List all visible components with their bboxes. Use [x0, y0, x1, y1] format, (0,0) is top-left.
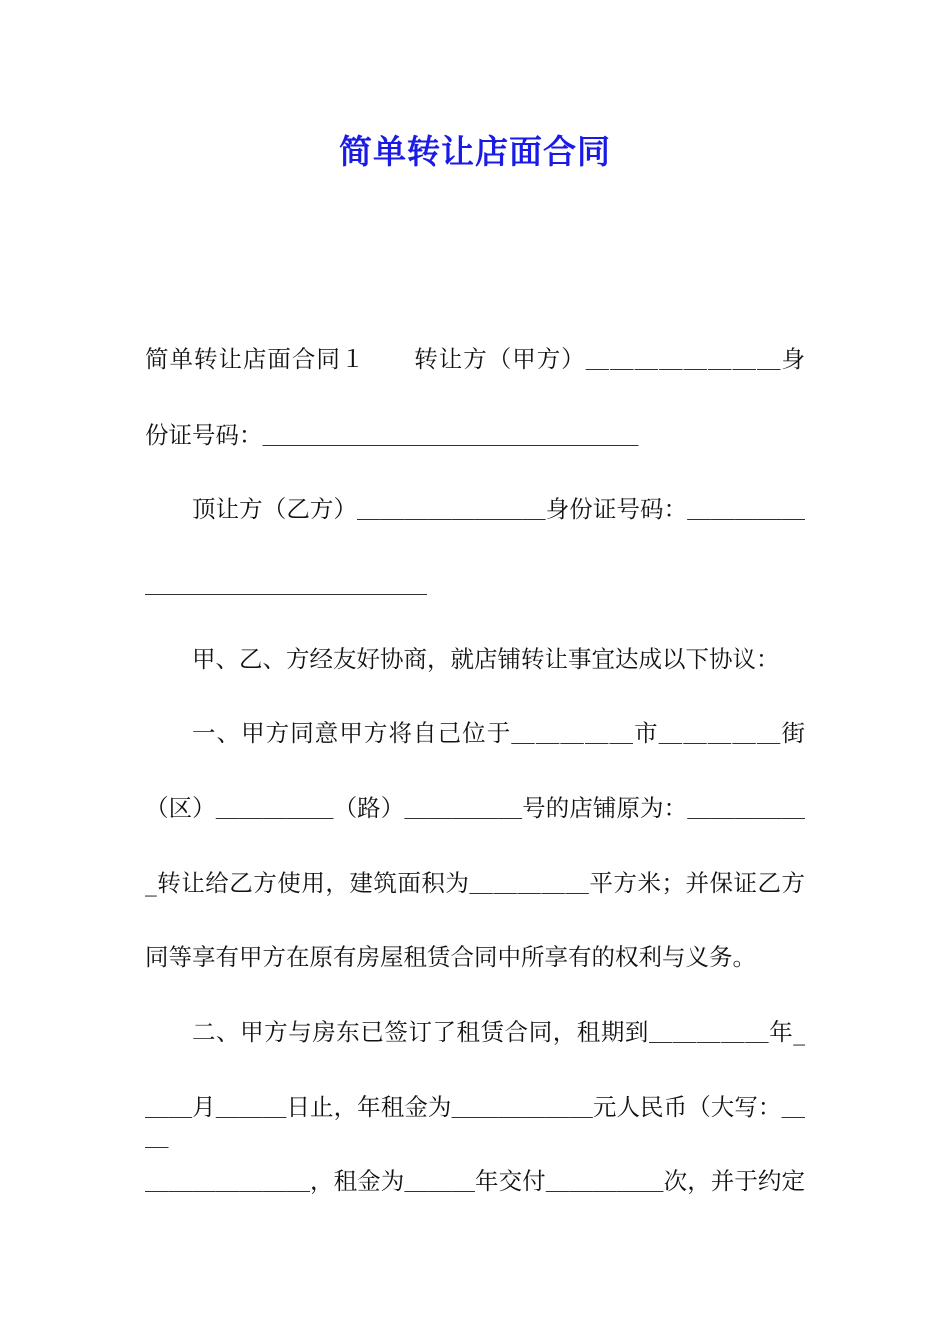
paragraph-line: 同等享有甲方在原有房屋租赁合同中所享有的权利与义务。 — [145, 943, 756, 971]
paragraph-line: 一、甲方同意甲方将自己位于＿＿＿＿＿市＿＿＿＿＿街 — [192, 719, 805, 747]
paragraph-line: 简单转让店面合同１ 转让方（甲方）＿＿＿＿＿＿＿＿身 — [145, 345, 805, 373]
paragraph-line: ＿＿月＿＿＿日止，年租金为＿＿＿＿＿＿元人民币（大写：＿＿ — [145, 1093, 805, 1151]
document-title: 简单转让店面合同 — [339, 132, 611, 171]
paragraph-line: ＿＿＿＿＿＿＿，租金为＿＿＿年交付＿＿＿＿＿次，并于约定 — [145, 1167, 805, 1195]
paragraph-line: 顶让方（乙方）＿＿＿＿＿＿＿＿身份证号码：＿＿＿＿＿ — [192, 495, 805, 523]
paragraph-line: （区）＿＿＿＿＿（路）＿＿＿＿＿号的店铺原为：＿＿＿＿＿ — [145, 794, 805, 822]
paragraph-line: 二、甲方与房东已签订了租赁合同，租期到＿＿＿＿＿年_ — [192, 1018, 805, 1046]
paragraph-line: ＿＿＿＿＿＿＿＿＿＿＿＿ — [145, 570, 427, 598]
paragraph-line: 甲、乙、方经友好协商，就店铺转让事宜达成以下协议： — [192, 645, 780, 673]
paragraph-line: 份证号码：＿＿＿＿＿＿＿＿＿＿＿＿＿＿＿＿ — [145, 421, 639, 449]
paragraph-line: _转让给乙方使用，建筑面积为＿＿＿＿＿平方米；并保证乙方 — [145, 869, 805, 897]
